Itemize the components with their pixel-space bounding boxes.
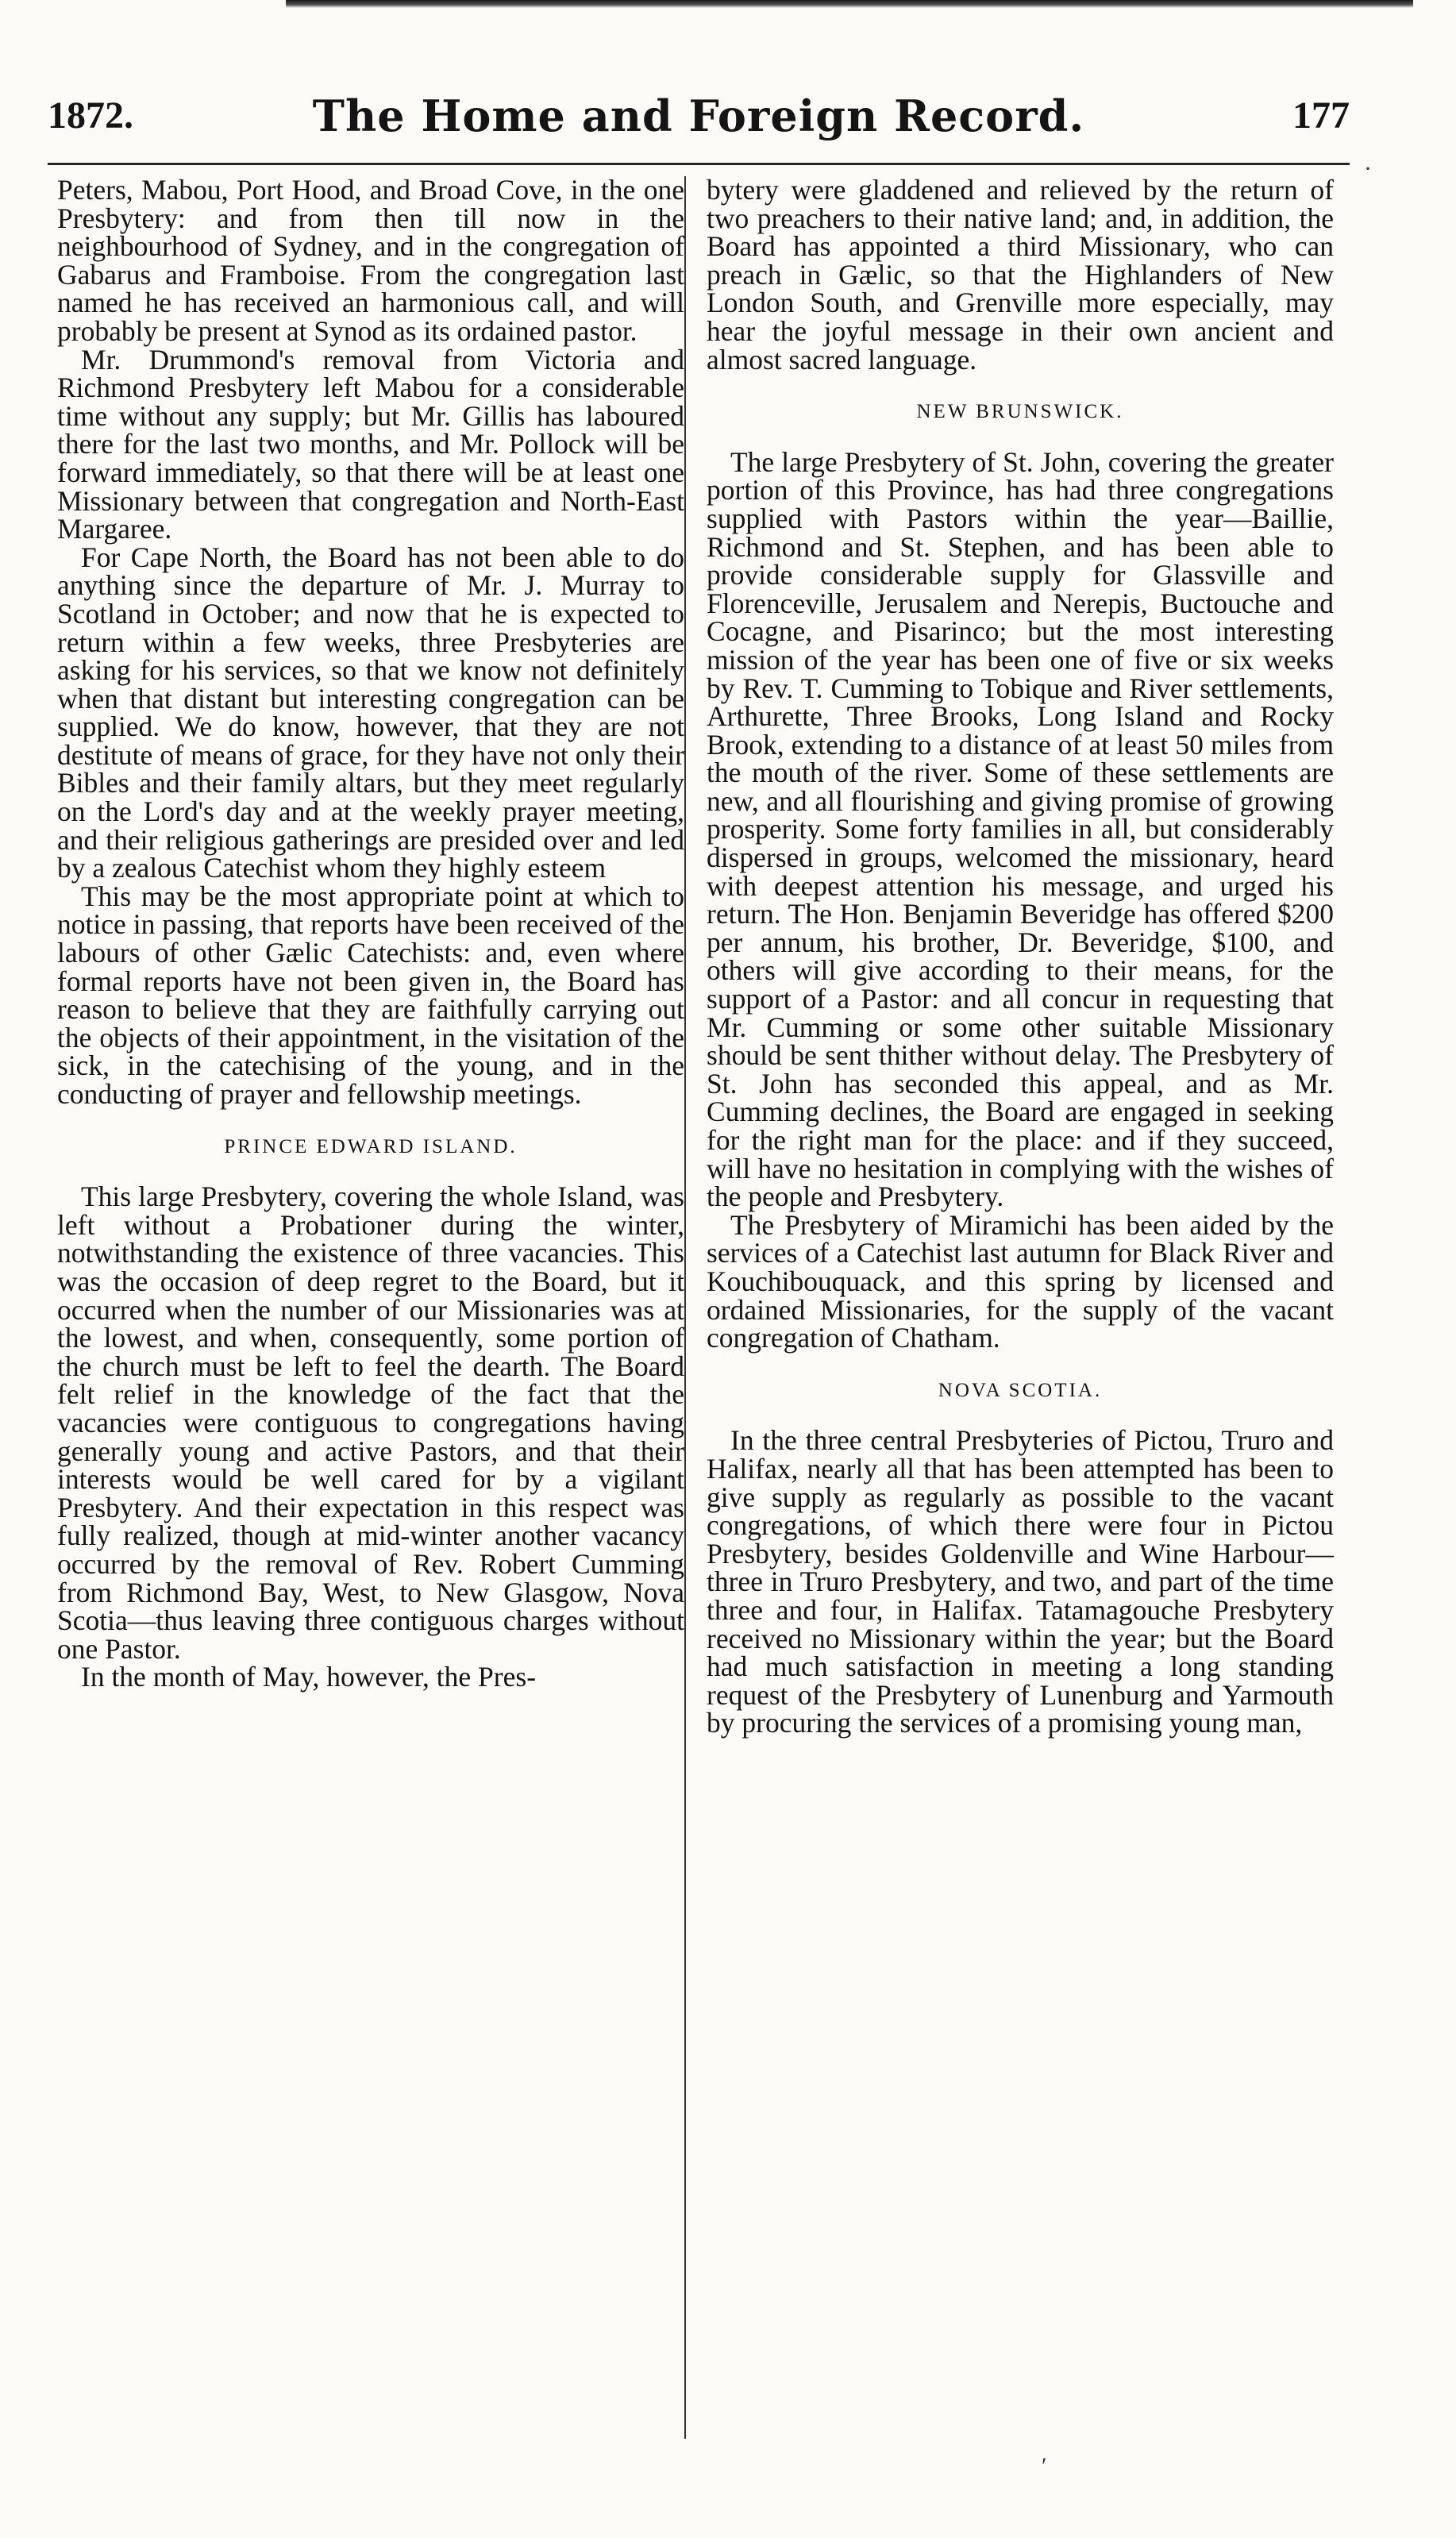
paragraph: bytery were gladdened and relieved by the return of two preachers to their native land; and, in addition, the Board has appointed a third Missionary, who can preach in Gælic, so that the Highlanders of New London South, and Grenville more especially, may hear the joyful message in their own ancient and almost sacred language.	[707, 174, 1334, 376]
paragraph: This large Presbytery, covering the whole Island, was left without a Probationer during the winter, notwithstanding the existence of three vacancies. This was the occasion of deep regret to the Board, but it occurred when the number of our Missionaries was at the lowest, and when, consequently, some portion of the church must be left to feel the dearth. The Board felt relief in the knowledge of the fact that the vacancies were contiguous to congregations having generally young and active Pastors, and that their interests would be well cared for by a vigilant Presbytery. And their expectation in this respect was fully realized, though at mid-winter another vacancy occurred by the removal of Rev. Robert Cumming from Richmond Bay, West, to New Glasgow, Nova Scotia—thus leaving three contiguous charges without one Pastor.	[57, 1180, 684, 1665]
print-speck: ·	[1364, 156, 1372, 182]
paragraph: The large Presbytery of St. John, covering the greater portion of this Province, has had three congregations supplied with Pastors within the year—Baillie, Richmond and St. Stephen, and has been able to provide considerable supply for Glassville and Florenceville, Jerusalem and Nerepis, Buctouche and Cocagne, and Pisarinco; but the most interesting mission of the year has been one of five or six weeks by Rev. T. Cumming to Tobique and River settlements, Arthurette, Three Brooks, Long Island and Rocky Brook, extending to a distance of at least 50 miles from the mouth of the river. Some of these settlements are new, and all flourishing and giving promise of growing prosperity. Some forty families in all, but considerably dispersed in groups, welcomed the missionary, heard with deepest attention his message, and urged his return. The Hon. Benjamin Beveridge has offered $200 per annum, his brother, Dr. Beveridge, $100, and others will give according to their means, for the support of a Pastor: and all concur in requesting that Mr. Cumming or some other suitable Missionary should be sent thither without delay. The Presbytery of St. John has seconded this appeal, and as Mr. Cumming declines, the Board are engaged in seeking for the right man for the place: and if they succeed, will have no hesitation in complying with the wishes of the people and Presbytery.	[707, 445, 1334, 1213]
paragraph: For Cape North, the Board has not been able to do anything since the departure of Mr. J. Murray to Scotland in October; and now that he is expected to return within a few weeks, three Presbyteries are asking for his services, so that we know not definitely when that distant but interesting congregation can be supplied. We do know, however, that they are not destitute of means of grace, for they have not only their Bibles and their family altars, but they meet regularly on the Lord's day and at the weekly prayer meeting, and their religious gatherings are presided over and led by a zealous Catechist whom they highly esteem	[57, 541, 684, 884]
paragraph: The Presbytery of Miramichi has been aided by the services of a Catechist last autumn for Black River and Kouchibouquack, and this spring by licensed and ordained Missionaries, for the supply of the vacant congregation of Chatham.	[707, 1208, 1334, 1354]
paragraph: Mr. Drummond's removal from Victoria and Richmond Presbytery left Mabou for a considerable time without any supply; but Mr. Gillis has laboured there for the last two months, and Mr. Pollock will be forward immediately, so that there will be at least one Missionary between that congregation and North-East Margaree.	[57, 343, 684, 545]
header-rule	[48, 163, 1350, 165]
paragraph: In the three central Presbyteries of Pictou, Truro and Halifax, nearly all that has been attempted has been to give supply as regularly as possible to the vacant congregations, of which there were four in Pictou Presbytery, besides Goldenville and Wine Harbour—three in Truro Presbytery, and two, and part of the time three and four, in Halifax. Tatamagouche Presbytery received no Missionary within the year; but the Board had much satisfaction in meeting a long standing request of the Presbytery of Lunenburg and Yarmouth by procuring the services of a promising young man,	[707, 1424, 1334, 1739]
page-number: 177	[1292, 94, 1350, 137]
paragraph: Peters, Mabou, Port Hood, and Broad Cove, in the one Presbytery: and from then till now in the neighbourhood of Sydney, and in the congregation of Gabarus and Framboise. From the congregation last named he has received an harmonious call, and will probably be present at Synod as its ordained pastor.	[57, 174, 684, 347]
paragraph: In the month of May, however, the Pres-	[81, 1661, 537, 1693]
top-border-rule	[286, 0, 1413, 8]
left-column	[57, 176, 684, 1692]
section-heading-nova-scotia: NOVA SCOTIA.	[938, 1379, 1103, 1401]
header-year: 1872.	[48, 94, 133, 137]
print-speck: ′	[1042, 2453, 1047, 2479]
column-divider	[684, 176, 686, 2439]
right-column	[707, 176, 1334, 1738]
journal-title: The Home and Foreign Record.	[312, 91, 1085, 141]
paragraph: This may be the most appropriate point at which to notice in passing, that reports have been received of the labours of other Gælic Catechists: and, even where formal reports have not been given in, the Board has reason to believe that they are faithfully carrying out the objects of their appointment, in the visitation of the sick, in the catechising of the young, and in the conducting of prayer and fellowship meetings.	[57, 880, 684, 1110]
page-header	[48, 91, 1350, 157]
section-heading-new-brunswick: NEW BRUNSWICK.	[916, 401, 1124, 423]
section-heading-prince-edward-island: PRINCE EDWARD ISLAND.	[224, 1135, 518, 1157]
